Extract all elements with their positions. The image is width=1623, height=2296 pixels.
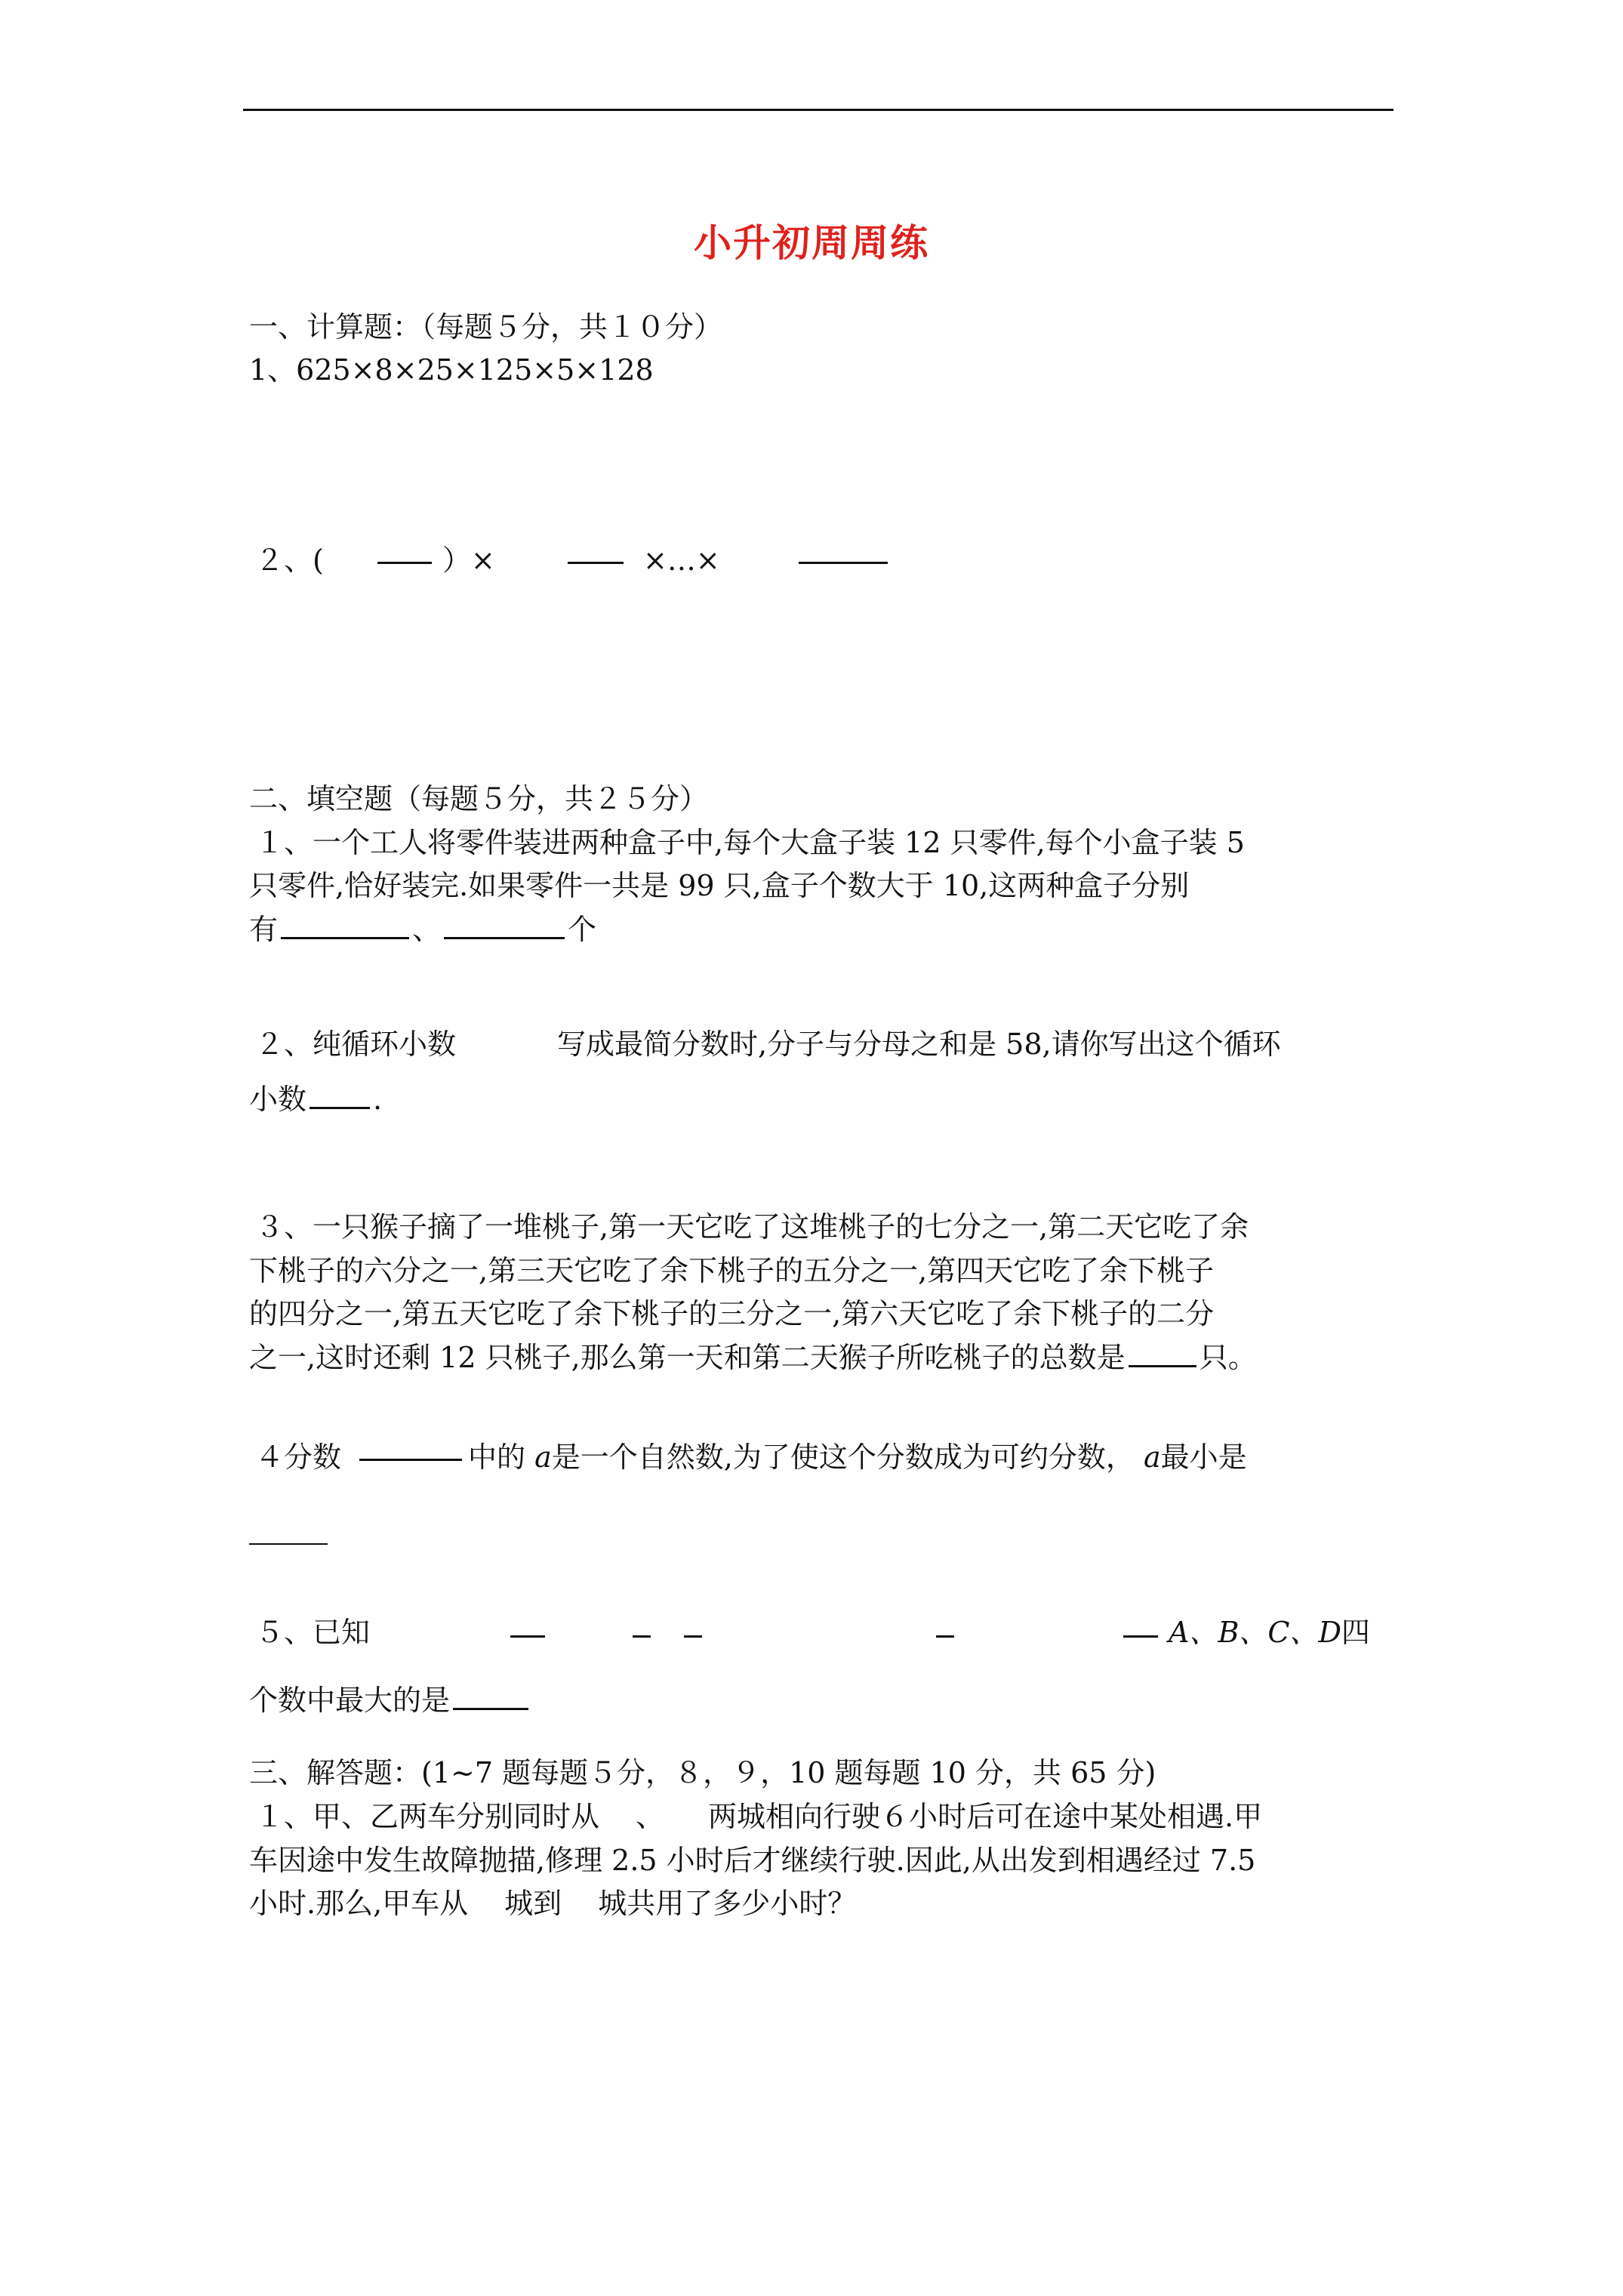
s2-q3-line-2: 下桃子的六分之一,第三天它吃了余下桃子的五分之一,第四天它吃了余下桃子 bbox=[249, 1254, 1215, 1287]
s2-q4-text-c: 是一个自然数,为了使这个分数成为可约分数， bbox=[551, 1441, 1135, 1474]
s2-q5-text-a: ５、已知 bbox=[255, 1616, 371, 1649]
s2-q1-text-a: 有 bbox=[249, 913, 279, 946]
answer-blank[interactable] bbox=[1129, 1364, 1196, 1367]
s2-q1-text-c: 个 bbox=[568, 913, 597, 946]
s2-q4-line bbox=[468, 1436, 1247, 1478]
s3-q1-text-a: １、甲、乙两车分别同时从 bbox=[255, 1800, 600, 1833]
s2-q3-text-a: 之一,这时还剩 12 只桃子,那么第一天和第二天猴子所吃桃子的总数是 bbox=[249, 1341, 1126, 1374]
s2-q4-variable: a bbox=[534, 1441, 552, 1474]
s3-q1-text-b: 、 bbox=[636, 1800, 665, 1833]
fraction-bar bbox=[1123, 1635, 1158, 1638]
s2-q2-line-2 bbox=[249, 1078, 382, 1120]
s2-q3-line-1: ３、一只猴子摘了一堆桃子,第一天它吃了这堆桃子的七分之一,第二天它吃了余 bbox=[255, 1210, 1249, 1244]
s2-q4-variable-2: a bbox=[1143, 1441, 1161, 1474]
fraction-bar bbox=[359, 1459, 462, 1461]
page-title: 小升初周周练 bbox=[694, 220, 929, 265]
s2-q4-text-a: ４分数 bbox=[255, 1441, 342, 1474]
s2-q5-line-1-end bbox=[1169, 1611, 1370, 1653]
answer-blank[interactable] bbox=[453, 1707, 528, 1710]
s2-q3-line-4 bbox=[249, 1336, 1257, 1379]
fraction-bar bbox=[510, 1635, 545, 1638]
fraction-bar bbox=[633, 1635, 651, 1638]
answer-blank[interactable] bbox=[444, 936, 565, 939]
s2-q5-line-2 bbox=[249, 1679, 531, 1721]
s1-question-2-close: ）× bbox=[442, 544, 495, 577]
s2-q4-text-b: 中的 bbox=[468, 1441, 526, 1474]
answer-blank[interactable] bbox=[310, 1106, 370, 1109]
fraction-bar bbox=[377, 562, 432, 564]
s1-question-1: 1、625×8×25×125×5×128 bbox=[249, 353, 654, 387]
s2-q1-line-1: １、一个工人将零件装进两种盒子中,每个大盒子装 12 只零件,每个小盒子装 5 bbox=[255, 826, 1245, 859]
s3-q1-line-2: 车因途中发生故障抛描,修理 2.5 小时后才继续行驶.因此,从出发到相遇经过 7.5 bbox=[249, 1844, 1256, 1877]
s2-q2-text-d: . bbox=[373, 1083, 383, 1116]
s3-q1-line-3 bbox=[249, 1882, 856, 1925]
s2-q4-text-d: 最小是 bbox=[1160, 1441, 1247, 1474]
fraction-bar bbox=[568, 562, 624, 564]
section-3-heading: 三、解答题：(1~7 题每题５分，８，９，10 题每题 10 分，共 65 分) bbox=[249, 1756, 1156, 1789]
s2-q1-text-b: 、 bbox=[412, 913, 442, 946]
s2-q2-text-a: ２、纯循环小数 bbox=[255, 1028, 457, 1061]
s3-q1-text-f: 城共用了多少小时？ bbox=[598, 1887, 857, 1920]
s2-q2-text-c: 小数 bbox=[249, 1083, 307, 1116]
s2-q2-text-b: 写成最简分数时,分子与分母之和是 58,请你写出这个循环 bbox=[557, 1028, 1281, 1061]
s2-q5-text-d: 个数中最大的是 bbox=[249, 1684, 451, 1717]
section-1-heading: 一、计算题：（每题５分，共１０分） bbox=[249, 310, 723, 344]
s3-q1-line-1 bbox=[255, 1795, 1262, 1838]
fraction-bar bbox=[799, 562, 888, 564]
header-rule bbox=[243, 109, 1394, 111]
s2-q5-variables: A、B、C、D bbox=[1169, 1616, 1341, 1649]
s2-q5-text-c: 四 bbox=[1341, 1616, 1370, 1649]
s2-q1-line-2: 只零件,恰好装完.如果零件一共是 99 只,盒子个数大于 10,这两种盒子分别 bbox=[249, 869, 1190, 902]
s1-question-2-prefix: ２、( bbox=[255, 544, 324, 577]
answer-blank[interactable] bbox=[281, 936, 409, 939]
fraction-bar bbox=[936, 1635, 954, 1638]
s3-q1-text-d: 小时.那么,甲车从 bbox=[249, 1887, 469, 1920]
s3-q1-text-c: 两城相向行驶６小时后可在途中某处相遇.甲 bbox=[708, 1800, 1263, 1833]
s2-q3-text-b: 只。 bbox=[1199, 1341, 1257, 1374]
section-2-heading: 二、填空题（每题５分，共２５分） bbox=[249, 782, 709, 815]
fraction-bar bbox=[684, 1635, 702, 1638]
s2-q3-line-3: 的四分之一,第五天它吃了余下桃子的三分之一,第六天它吃了余下桃子的二分 bbox=[249, 1297, 1215, 1330]
s2-q1-line-3 bbox=[249, 908, 596, 951]
s1-question-2-dots: ×…× bbox=[643, 544, 720, 577]
s3-q1-text-e: 城到 bbox=[504, 1887, 562, 1920]
answer-blank[interactable] bbox=[249, 1543, 328, 1545]
